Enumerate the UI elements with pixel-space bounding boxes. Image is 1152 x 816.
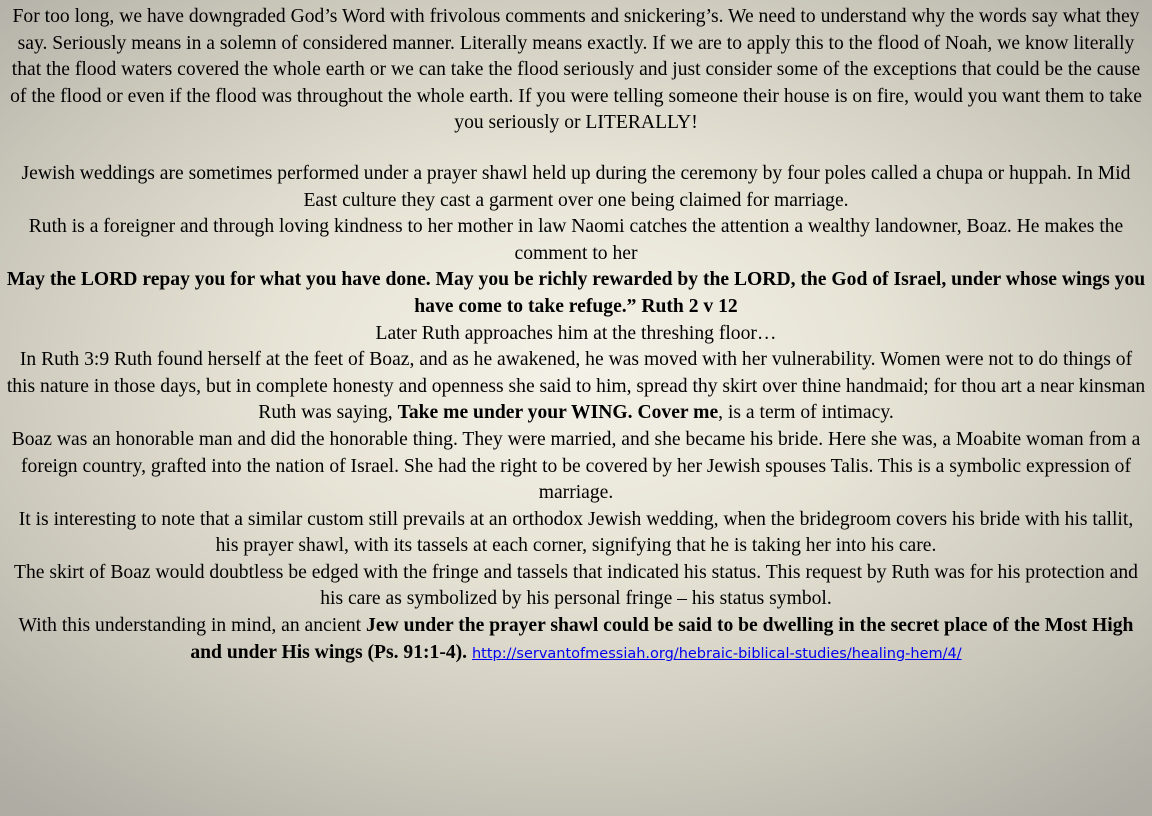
boaz-quote xyxy=(6,267,1146,320)
conclusion-bold: Jew under the prayer shawl could be said to be dwelling in the secret place of the Most High and under His wings (Ps. 91:1-4). xyxy=(190,615,1134,663)
ruth-3-9-paragraph xyxy=(6,347,1146,427)
boaz-quote-text: May the LORD repay you for what you have done. May you be richly rewarded by the LORD, the God of Israel, under whose wings you have come to take refuge.” Ruth 2 v 12 xyxy=(6,269,1146,317)
skirt-paragraph: The skirt of Boaz would doubtless be edged with the fringe and tassels that indicated his status. This request by Ruth was for his protection and his care as symbolized by his personal fringe – his status symbol. xyxy=(14,561,1138,610)
intro-paragraph: For too long, we have downgraded God’s Word with frivolous comments and snickering’s. We need to understand why the words say what they say. Seriously means in a solemn of considered manner. Literally means exactly. If we are to apply this to the flood of Noah, we know literally that the flood waters covered the whole earth or we can take the flood seriously and just consider some of the exceptions that could be the cause of the flood or even if the flood was throughout the whole earth. If you were telling someone their house is on fire, would you want them to take you seriously or LITERALLY! xyxy=(10,6,1142,134)
ruth-paragraph: Ruth is a foreigner and through loving kindness to her mother in law Naomi catches the attention a wealthy landowner, Boaz. He makes the comment to her xyxy=(28,216,1124,264)
honorable-paragraph: Boaz was an honorable man and did the honorable thing. They were married, and she became his bride. Here she was, a Moabite woman from a foreign country, grafted into the nation of Israel. She had the right to be covered by her Jewish spouses Talis. This is a symbolic expression of marriage. xyxy=(11,428,1141,504)
conclusion-paragraph xyxy=(6,613,1146,667)
custom-paragraph: It is interesting to note that a similar custom still prevails at an orthodox Jewish wedding, when the bridegroom covers his bride with his tallit, his prayer shawl, with its tassels at each corner, signifying that he is taking her into his care. xyxy=(18,508,1134,557)
paragraph-gap xyxy=(6,137,1146,161)
ruth-3-9-text: In Ruth 3:9 Ruth found herself at the feet of Boaz, and as he awakened, he was moved with her vulnerability. Women were not to do things of this nature in those days, but in complete honesty and openness she said to him, spread thy skirt over thine handmaid; for thou art a near kinsman Ruth was saying, xyxy=(6,349,1146,424)
source-link[interactable]: http://servantofmessiah.org/hebraic-biblical-studies/healing-hem/4/ xyxy=(471,645,962,662)
conclusion-text: With this understanding in mind, an ancient xyxy=(18,615,367,637)
ruth-3-9-end: , is a term of intimacy. xyxy=(718,402,894,424)
ruth-3-9-bold: Take me under your WING. Cover me xyxy=(397,402,719,424)
threshing-floor-line: Later Ruth approaches him at the threshing floor… xyxy=(375,322,777,344)
wedding-paragraph: Jewish weddings are sometimes performed under a prayer shawl held up during the ceremony by four poles called a chupa or huppah. In Mid East culture they cast a garment over one being claimed for marriage. xyxy=(21,162,1131,211)
